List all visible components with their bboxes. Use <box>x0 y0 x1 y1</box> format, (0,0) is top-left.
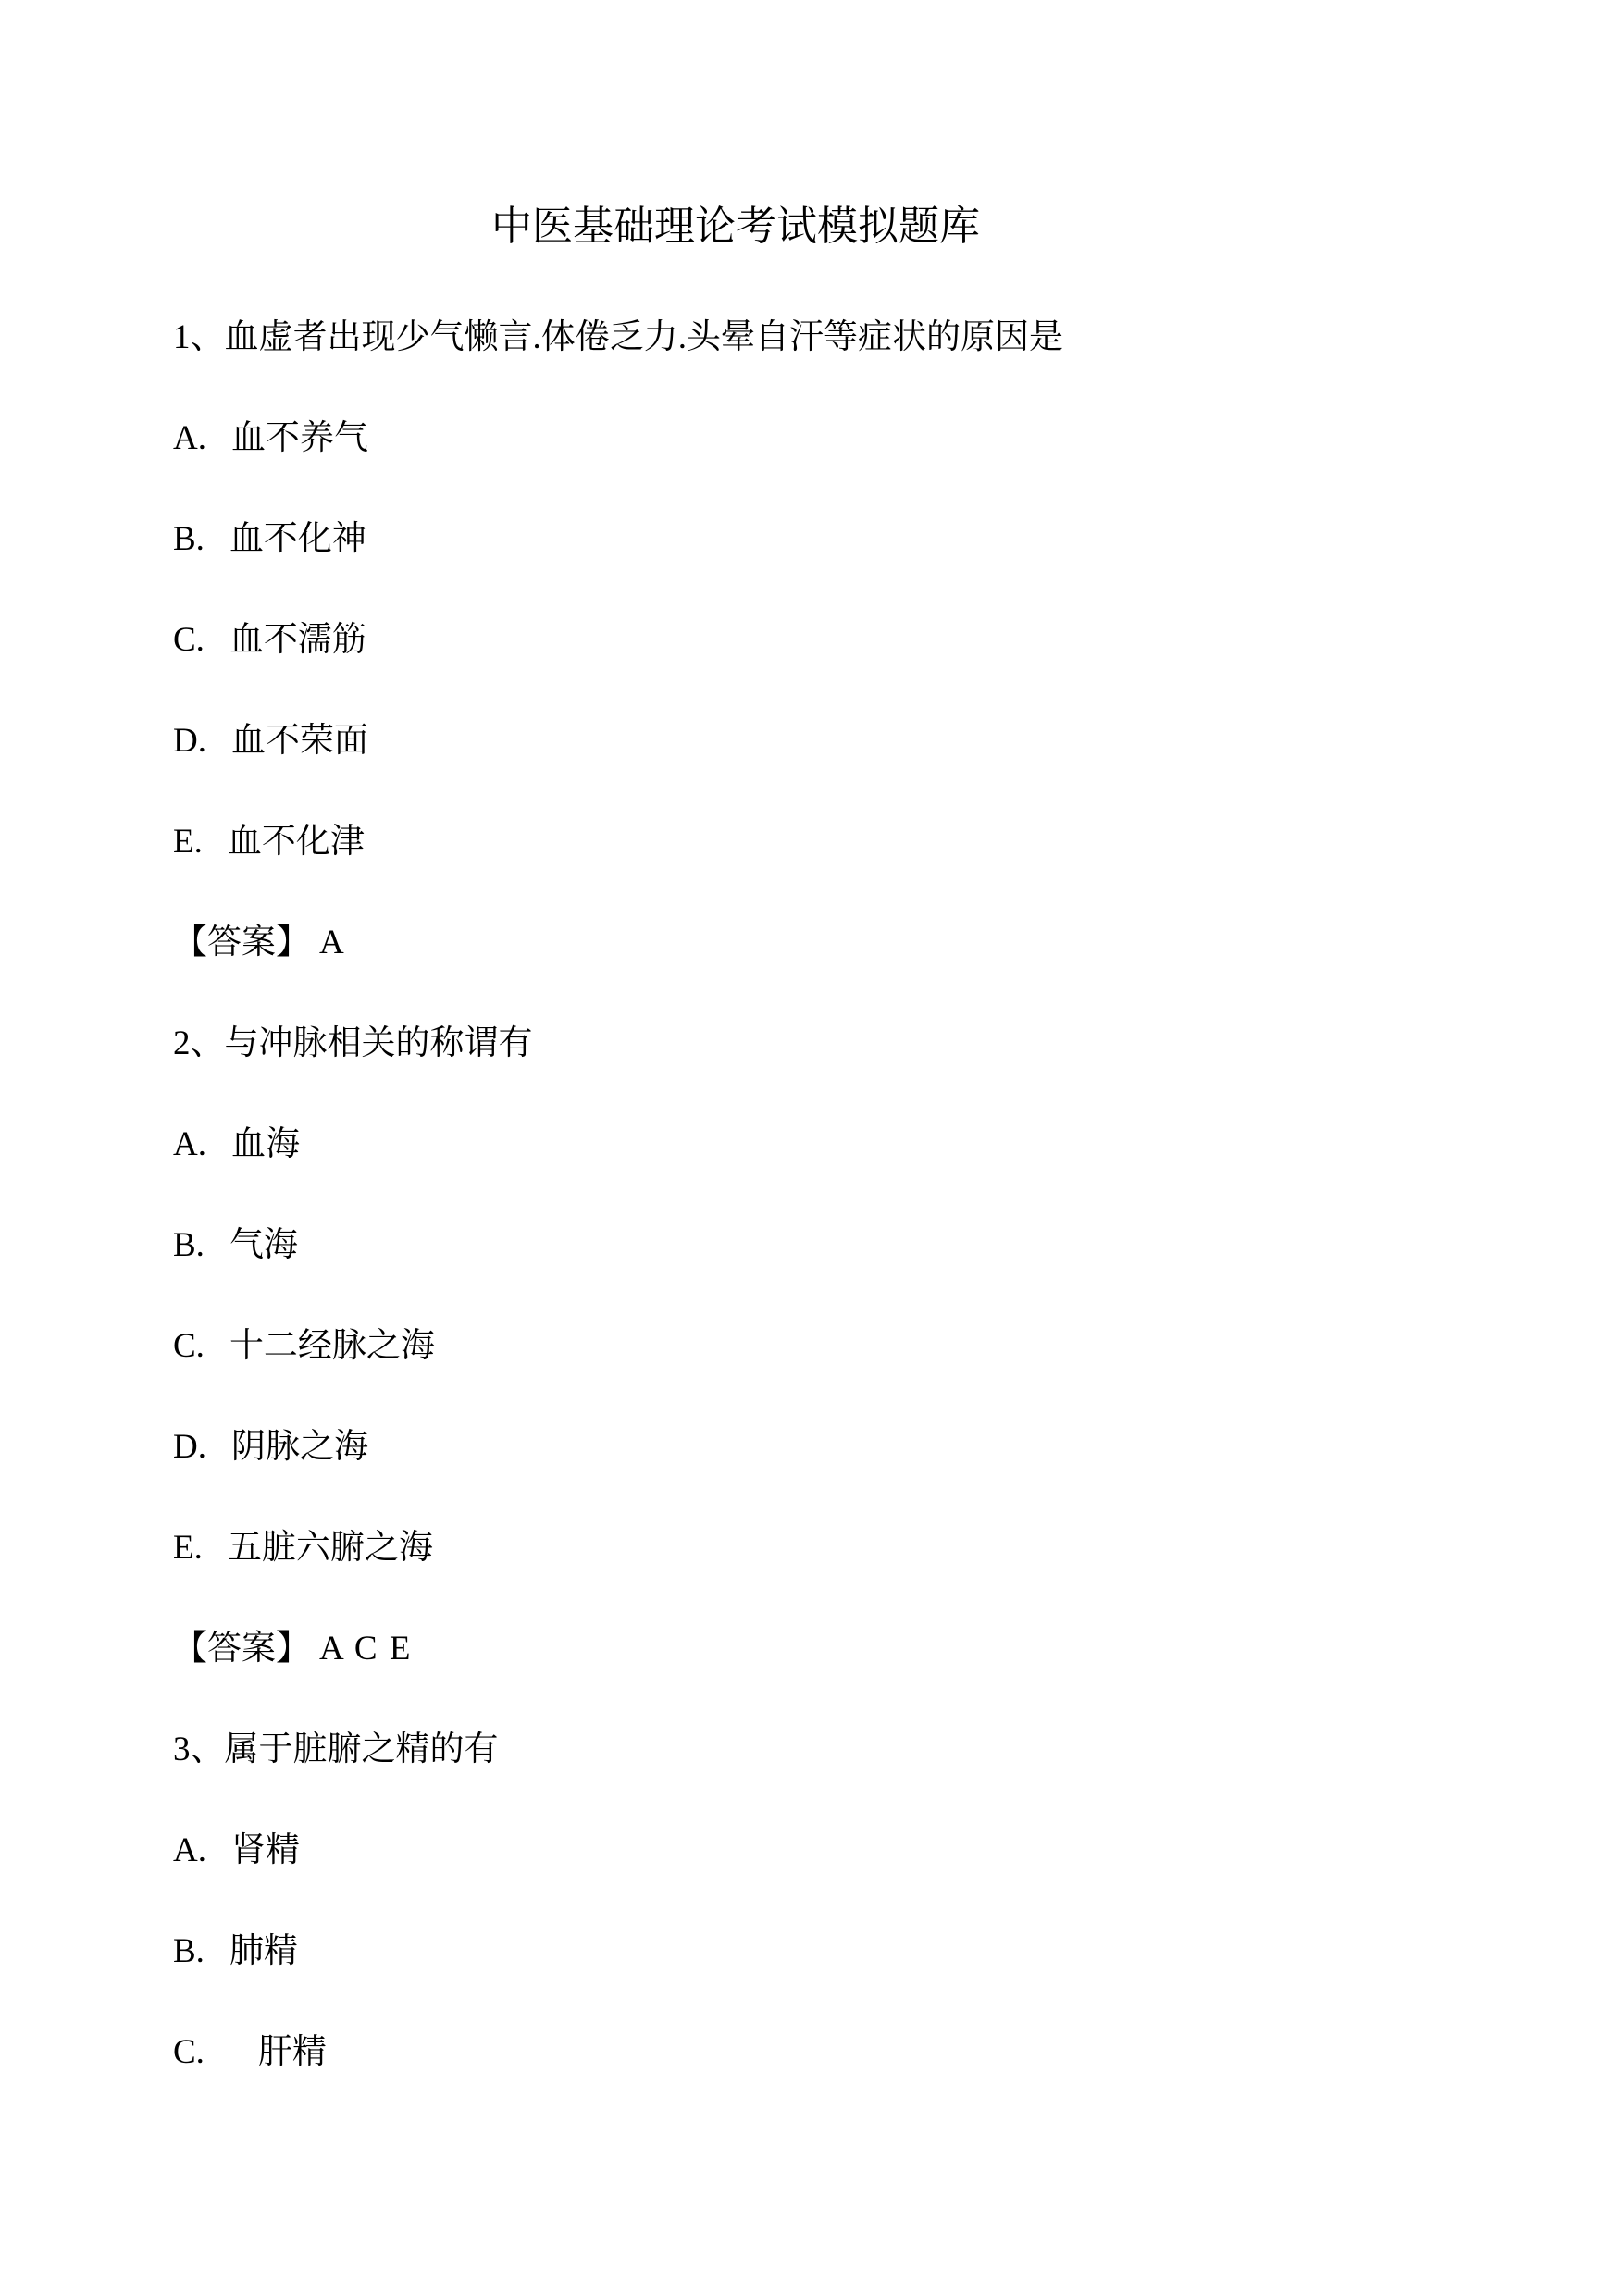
option-text: 阴脉之海 <box>230 1428 368 1466</box>
option-text: 气海 <box>229 1226 298 1264</box>
question-stem: 3、属于脏腑之精的有 <box>173 1731 499 1768</box>
option-row <box>173 623 1298 658</box>
option-text: 血不养气 <box>230 419 368 457</box>
option-text: 五脏六腑之海 <box>227 1529 433 1567</box>
option-text: 血不荣面 <box>230 722 368 760</box>
option-row <box>173 825 1298 860</box>
option-text: 肝精 <box>257 2033 327 2071</box>
question-list <box>173 320 1298 2070</box>
answer-value: A <box>319 924 346 961</box>
option-label: B. <box>173 520 205 558</box>
answer-label: 【答案】 <box>173 924 310 961</box>
option-label: E. <box>173 823 203 861</box>
option-row <box>173 724 1298 759</box>
option-row <box>173 1934 1298 1969</box>
option-label: B. <box>173 1226 205 1264</box>
option-row <box>173 1430 1298 1465</box>
option-row <box>173 421 1298 456</box>
option-text: 肺精 <box>229 1932 298 1970</box>
option-row <box>173 2035 1298 2070</box>
answer-line <box>173 925 1298 961</box>
question-stem: 2、与冲脉相关的称谓有 <box>173 1024 533 1062</box>
option-label: D. <box>173 1428 206 1466</box>
question-stem: 1、血虚者出现少气懒言.体倦乏力.头晕自汗等症状的原因是 <box>173 318 1063 356</box>
option-label: E. <box>173 1529 203 1567</box>
option-label: C. <box>173 2033 205 2071</box>
option-text: 血海 <box>230 1125 300 1163</box>
answer-value: A C E <box>319 1630 413 1668</box>
option-label: C. <box>173 1327 205 1365</box>
option-row <box>173 1329 1298 1364</box>
option-row <box>173 1833 1298 1868</box>
option-label: B. <box>173 1932 205 1970</box>
option-text: 血不化神 <box>229 520 366 558</box>
option-label: C. <box>173 621 205 659</box>
option-text: 血不濡筋 <box>229 621 366 659</box>
option-text: 十二经脉之海 <box>229 1327 435 1365</box>
option-label: A. <box>173 1125 206 1163</box>
option-label: D. <box>173 722 206 760</box>
option-text: 血不化津 <box>227 823 365 861</box>
answer-line <box>173 1631 1298 1667</box>
answer-label: 【答案】 <box>173 1630 310 1668</box>
option-label: A. <box>173 1831 206 1869</box>
document-title: 中医基础理论考试模拟题库 <box>491 204 980 249</box>
option-row <box>173 1127 1298 1162</box>
option-row <box>173 1531 1298 1566</box>
option-row <box>173 522 1298 557</box>
option-label: A. <box>173 419 206 457</box>
option-row <box>173 1228 1298 1263</box>
option-text: 肾精 <box>230 1831 300 1869</box>
